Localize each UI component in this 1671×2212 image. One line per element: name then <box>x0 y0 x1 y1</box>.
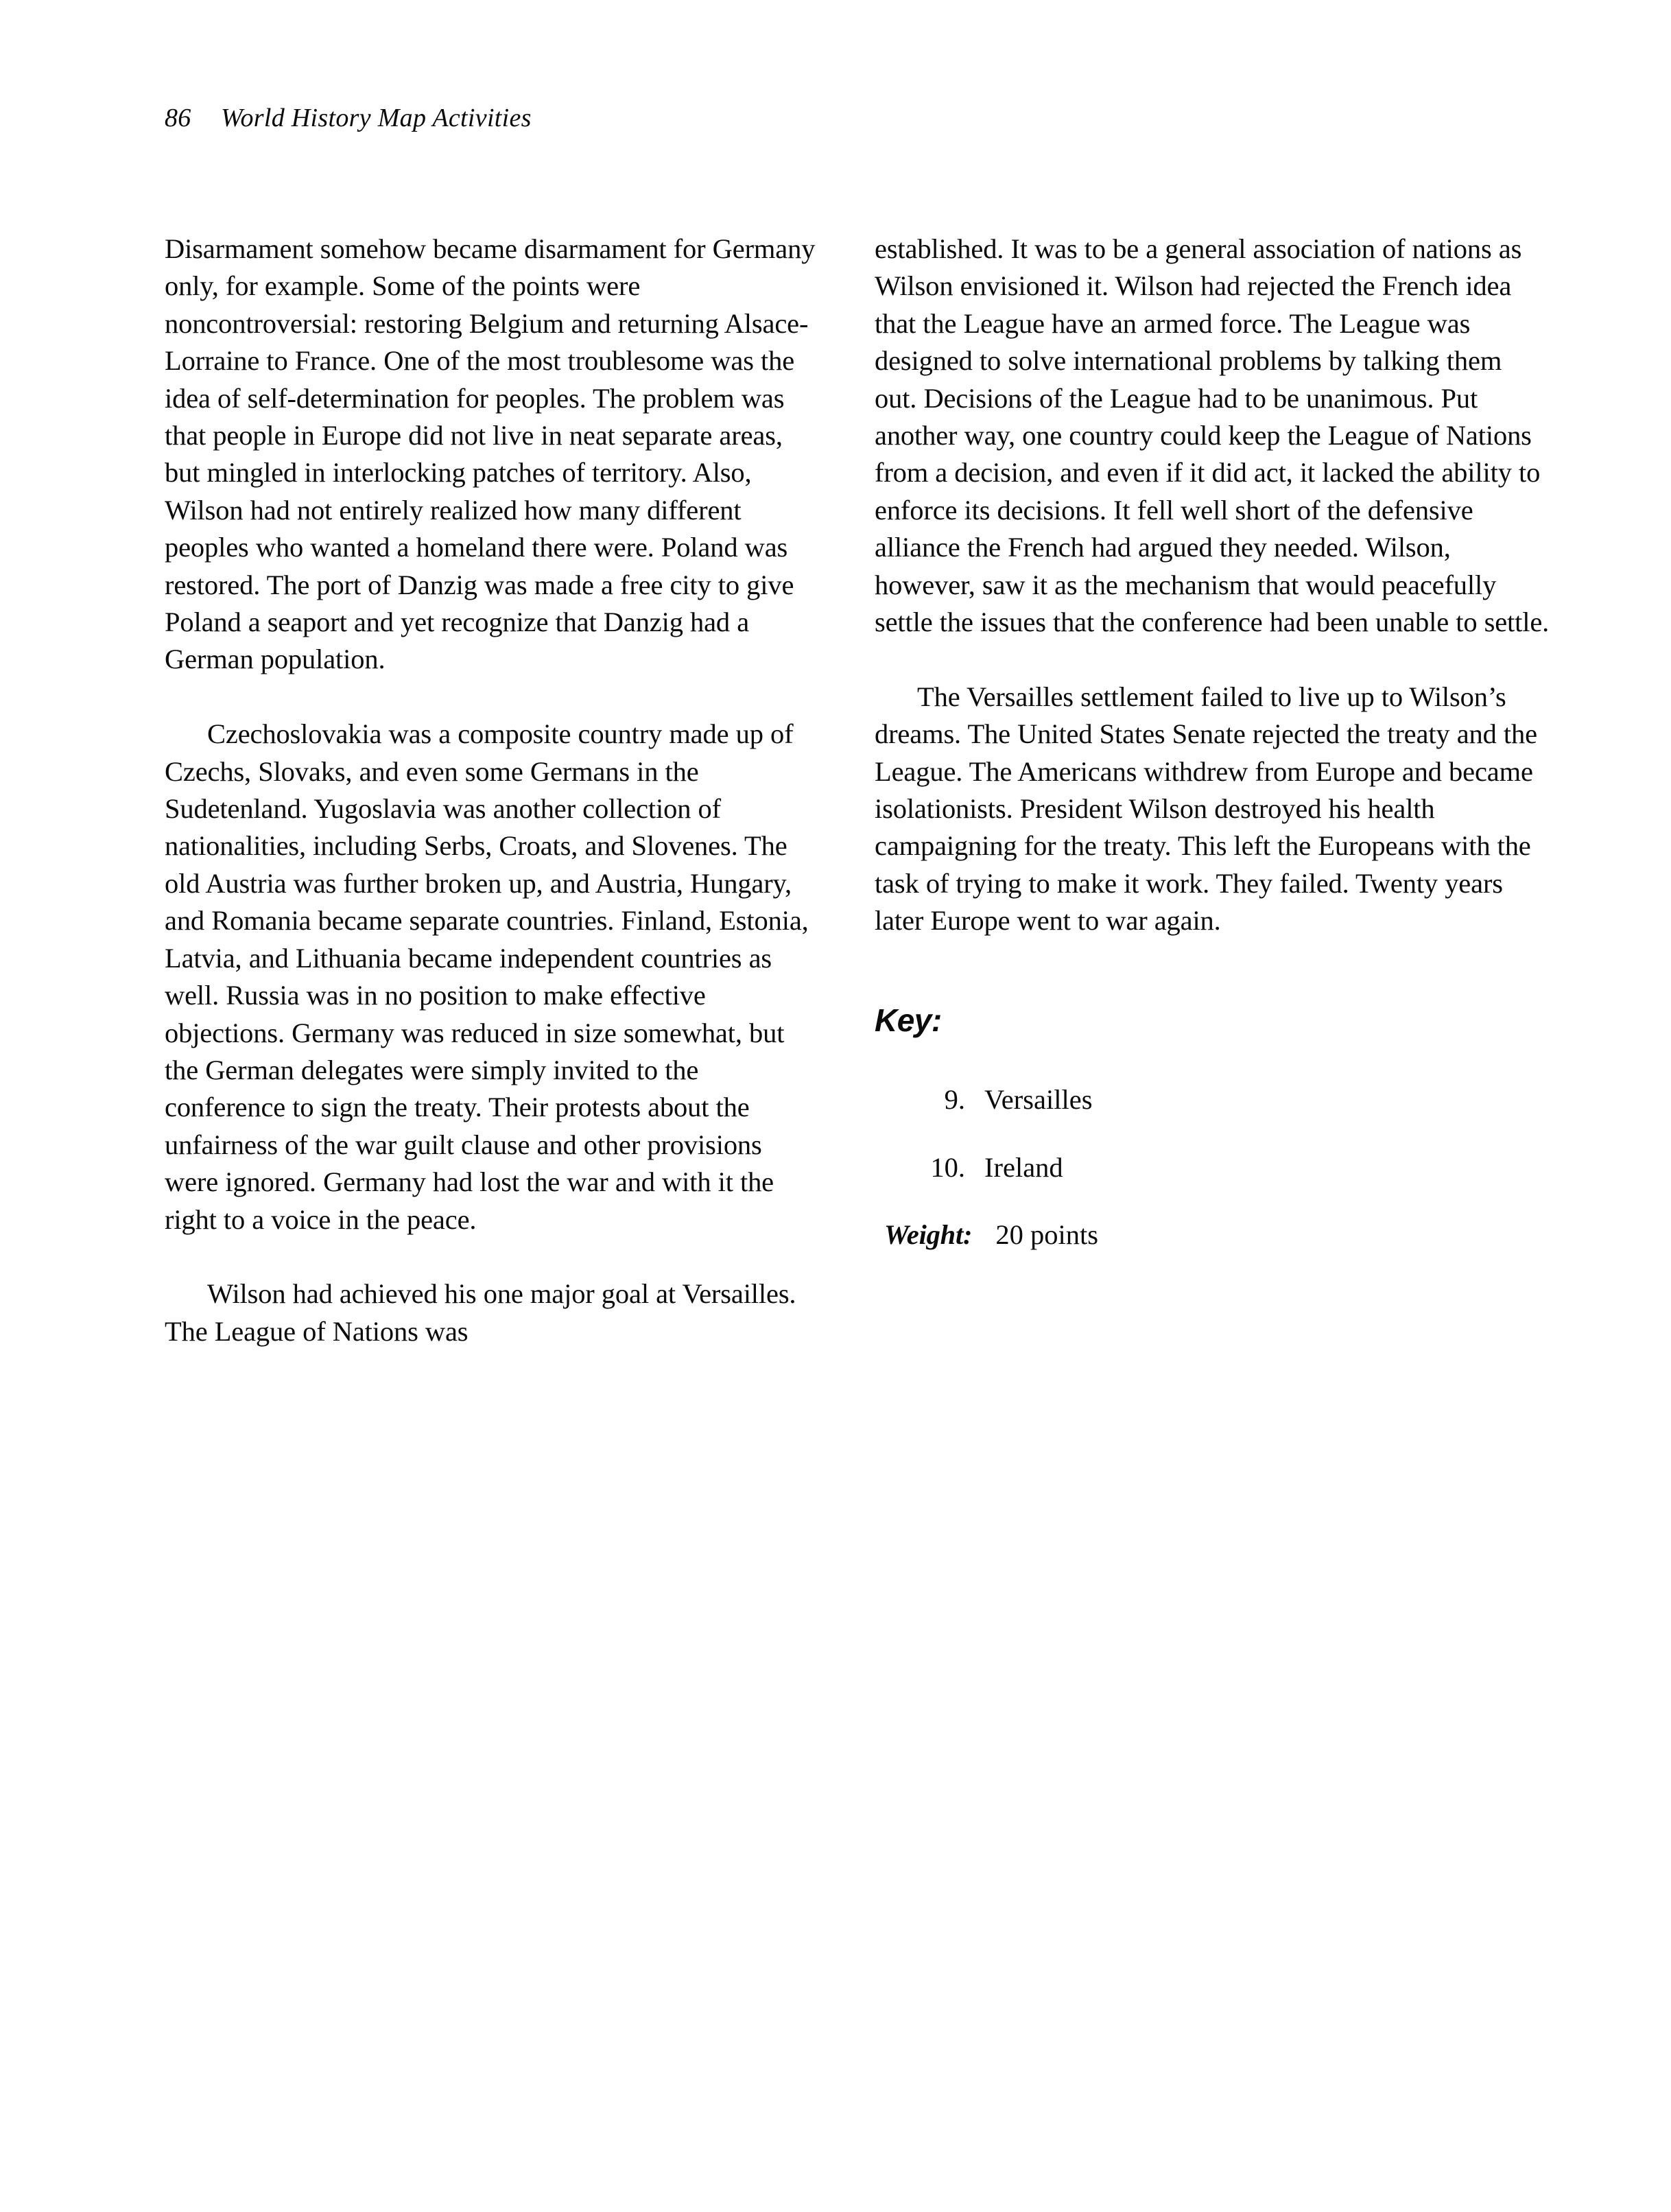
weight-value: 20 points <box>995 1219 1098 1251</box>
key-heading: Key: <box>875 1002 942 1038</box>
weight-line <box>875 1216 1550 1254</box>
paragraph: established. It was to be a general association of nations as Wilson envisioned it. Wilson had rejected the French idea that the League have an armed force. The League was designed to solve international problems by talking them out. Decisions of the League had to be unanimous. Put another way, one country could keep the League of Nations from a decision, and even if it did act, it lacked the ability to enforce its decisions. It fell well short of the defensive alliance the French had argued they needed. Wilson, however, saw it as the mechanism that would peacefully settle the issues that the conference had been unable to settle. <box>875 233 1550 638</box>
list-item <box>875 1149 1550 1186</box>
text-columns <box>165 231 1550 1350</box>
key-answer-list <box>875 1081 1550 1186</box>
list-item-number: 9. <box>944 1084 965 1116</box>
book-title: World History Map Activities <box>221 104 532 132</box>
column-right <box>875 231 1550 1350</box>
paragraph: Disarmament somehow became disarmament for Germany only, for example. Some of the points were noncontroversial: restoring Belgium and returning Alsace-Lorraine to France. One of the most troublesome was the idea of self-determination for peoples. The problem was that people in Europe did not live in neat separate areas, but mingled in interlocking patches of territory. Also, Wilson had not entirely realized how many different peoples who wanted a homeland there were. Poland was restored. The port of Danzig was made a free city to give Poland a seaport and yet recognize that Danzig had a German population. <box>165 233 816 675</box>
list-item-number: 10. <box>930 1151 965 1183</box>
key-section <box>875 1003 1550 1254</box>
running-head <box>165 103 1262 134</box>
paragraph: Czechoslovakia was a composite country made up of Czechs, Slovaks, and even some Germans in the Sudetenland. Yugoslavia was another collection of nationalities, including Serbs, Croats, and Slovenes. The old Austria was further broken up, and Austria, Hungary, and Romania became separate countries. Finland, Estonia, Latvia, and Lithuania became independent countries as well. Russia was in no position to make effective objections. Germany was reduced in size somewhat, but the German delegates were simply invited to the conference to sign the treaty. Their protests about the unfairness of the war guilt clause and other provisions were ignored. Germany had lost the war and with it the right to a voice in the peace. <box>165 718 809 1235</box>
list-item-label: Ireland <box>984 1151 1063 1183</box>
paragraph: Wilson had achieved his one major goal at Versailles. The League of Nations was <box>165 1278 796 1347</box>
list-item <box>875 1081 1550 1118</box>
column-left <box>165 231 820 1350</box>
paragraph: The Versailles settlement failed to live up to Wilson’s dreams. The United States Senate rejected the treaty and the League. The Americans withdrew from Europe and became isolationists. President Wilson destroyed his health campaigning for the treaty. This left the Europeans with the task of trying to make it work. They failed. Twenty years later Europe went to war again. <box>875 681 1537 937</box>
page-number: 86 <box>165 104 191 132</box>
list-item-label: Versailles <box>984 1084 1093 1116</box>
weight-label: Weight: <box>884 1219 973 1251</box>
